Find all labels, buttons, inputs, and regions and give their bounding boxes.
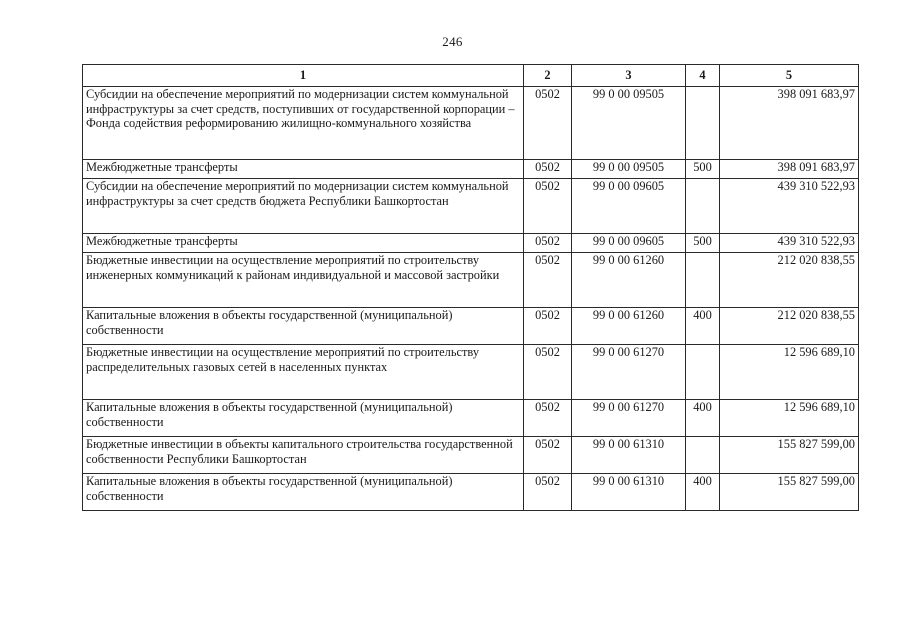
row-section-code: 0502 (524, 179, 572, 234)
row-amount: 439 310 522,93 (720, 179, 859, 234)
row-amount: 212 020 838,55 (720, 308, 859, 345)
row-amount: 398 091 683,97 (720, 160, 859, 179)
row-target-code: 99 0 00 61310 (572, 437, 686, 474)
row-target-code: 99 0 00 61260 (572, 308, 686, 345)
row-target-code: 99 0 00 09605 (572, 234, 686, 253)
table-row (83, 308, 859, 345)
row-target-code: 99 0 00 61270 (572, 400, 686, 437)
row-amount: 155 827 599,00 (720, 474, 859, 511)
row-description: Субсидии на обеспечение мероприятий по модернизации систем коммунальной инфраструктуры за счет средств бюджета Республики Башкортостан (83, 179, 524, 234)
table-row (83, 437, 859, 474)
row-section-code: 0502 (524, 345, 572, 400)
page-number: 246 (442, 34, 463, 49)
row-expense-type: 400 (686, 308, 720, 345)
table-body (83, 87, 859, 511)
row-amount: 12 596 689,10 (720, 400, 859, 437)
header-col-1: 1 (83, 65, 524, 87)
row-expense-type: 500 (686, 234, 720, 253)
row-description: Бюджетные инвестиции на осуществление мероприятий по строительству инженерных коммуникаций к районам индивидуальной и массовой застройки (83, 253, 524, 308)
table-row (83, 160, 859, 179)
table-row (83, 253, 859, 308)
row-description: Межбюджетные трансферты (83, 234, 524, 253)
row-section-code: 0502 (524, 474, 572, 511)
row-amount: 439 310 522,93 (720, 234, 859, 253)
row-amount: 212 020 838,55 (720, 253, 859, 308)
row-amount: 155 827 599,00 (720, 437, 859, 474)
table-row (83, 345, 859, 400)
header-row (83, 65, 859, 87)
row-description: Субсидии на обеспечение мероприятий по модернизации систем коммунальной инфраструктуры за счет средств, поступивших от государственной корпорации – Фонда содействия реформированию жилищно-коммунального хозяйства (83, 87, 524, 160)
row-section-code: 0502 (524, 160, 572, 179)
row-expense-type (686, 179, 720, 234)
row-section-code: 0502 (524, 87, 572, 160)
row-description: Бюджетные инвестиции на осуществление мероприятий по строительству распределительных газовых сетей в населенных пунктах (83, 345, 524, 400)
table-header (83, 65, 859, 87)
budget-table (82, 64, 859, 511)
row-section-code: 0502 (524, 400, 572, 437)
row-expense-type: 400 (686, 400, 720, 437)
row-description: Бюджетные инвестиции в объекты капитального строительства государственной собственности Республики Башкортостан (83, 437, 524, 474)
table-row (83, 474, 859, 511)
row-description: Капитальные вложения в объекты государственной (муниципальной) собственности (83, 474, 524, 511)
row-expense-type: 400 (686, 474, 720, 511)
row-target-code: 99 0 00 61310 (572, 474, 686, 511)
row-section-code: 0502 (524, 437, 572, 474)
row-section-code: 0502 (524, 253, 572, 308)
row-description: Капитальные вложения в объекты государственной (муниципальной) собственности (83, 308, 524, 345)
row-expense-type (686, 437, 720, 474)
row-expense-type (686, 253, 720, 308)
table-row (83, 87, 859, 160)
row-target-code: 99 0 00 09505 (572, 160, 686, 179)
row-expense-type (686, 345, 720, 400)
row-description: Межбюджетные трансферты (83, 160, 524, 179)
header-col-2: 2 (524, 65, 572, 87)
table-row (83, 234, 859, 253)
row-expense-type (686, 87, 720, 160)
row-description: Капитальные вложения в объекты государственной (муниципальной) собственности (83, 400, 524, 437)
row-expense-type: 500 (686, 160, 720, 179)
row-amount: 398 091 683,97 (720, 87, 859, 160)
header-col-4: 4 (686, 65, 720, 87)
row-section-code: 0502 (524, 308, 572, 345)
header-col-3: 3 (572, 65, 686, 87)
header-col-5: 5 (720, 65, 859, 87)
row-section-code: 0502 (524, 234, 572, 253)
row-target-code: 99 0 00 61270 (572, 345, 686, 400)
row-target-code: 99 0 00 61260 (572, 253, 686, 308)
row-target-code: 99 0 00 09505 (572, 87, 686, 160)
table-row (83, 179, 859, 234)
row-target-code: 99 0 00 09605 (572, 179, 686, 234)
table-row (83, 400, 859, 437)
row-amount: 12 596 689,10 (720, 345, 859, 400)
